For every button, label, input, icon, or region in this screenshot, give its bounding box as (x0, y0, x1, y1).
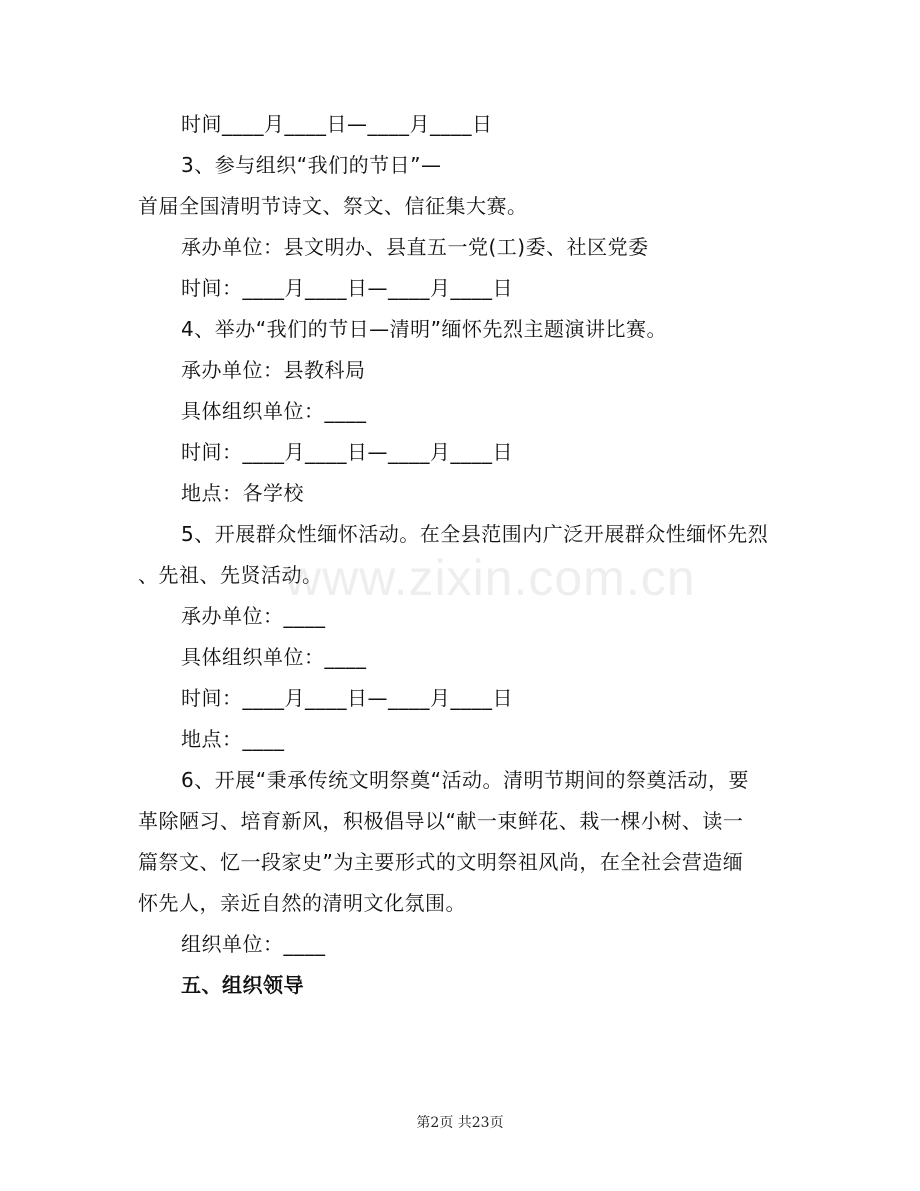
organizer-line-4: 组织单位：____ (181, 932, 326, 956)
specific-organizer-line-1: 具体组织单位：____ (181, 399, 367, 423)
location-line-2: 地点：____ (181, 727, 285, 751)
organizer-line-1: 承办单位：县文明办、县直五一党(工)委、社区党委 (181, 235, 649, 259)
location-line-1: 地点：各学校 (181, 481, 304, 505)
time-line-3: 时间：____月____日—____月____日 (181, 440, 513, 464)
page-indicator: 第2页 共23页 (416, 1115, 504, 1131)
organizer-line-2: 承办单位：县教科局 (181, 358, 366, 382)
time-line-4: 时间：____月____日—____月____日 (181, 686, 513, 710)
watermark: www.zixin.com.cn (285, 550, 696, 606)
item-6-line-4: 怀先人，亲近自然的清明文化氛围。 (138, 891, 466, 915)
time-line-1: 时间____月____日—____月____日 (181, 112, 493, 136)
item-4-heading: 4、举办“我们的节日—清明”缅怀先烈主题演讲比赛。 (181, 317, 667, 341)
item-6-heading: 6、开展“秉承传统文明祭奠“活动。清明节期间的祭奠活动，要 (181, 768, 749, 792)
section-heading-organization: 五、组织领导 (181, 973, 304, 997)
item-5-continuation: 、先祖、先贤活动。 (138, 563, 323, 587)
item-5-heading: 5、开展群众性缅怀活动。在全县范围内广泛开展群众性缅怀先烈 (181, 522, 769, 546)
item-3-heading: 3、参与组织“我们的节日”— (181, 153, 442, 177)
organizer-line-3: 承办单位：____ (181, 604, 326, 628)
time-line-2: 时间：____月____日—____月____日 (181, 276, 513, 300)
item-3-continuation: 首届全国清明节诗文、祭文、信征集大赛。 (138, 194, 528, 218)
item-6-line-2: 革除陋习、培育新风，积极倡导以“献一束鲜花、栽一棵小树、读一 (138, 809, 744, 833)
item-6-line-3: 篇祭文、忆一段家史”为主要形式的文明祭祖风尚，在全社会营造缅 (138, 850, 744, 874)
specific-organizer-line-2: 具体组织单位：____ (181, 645, 367, 669)
